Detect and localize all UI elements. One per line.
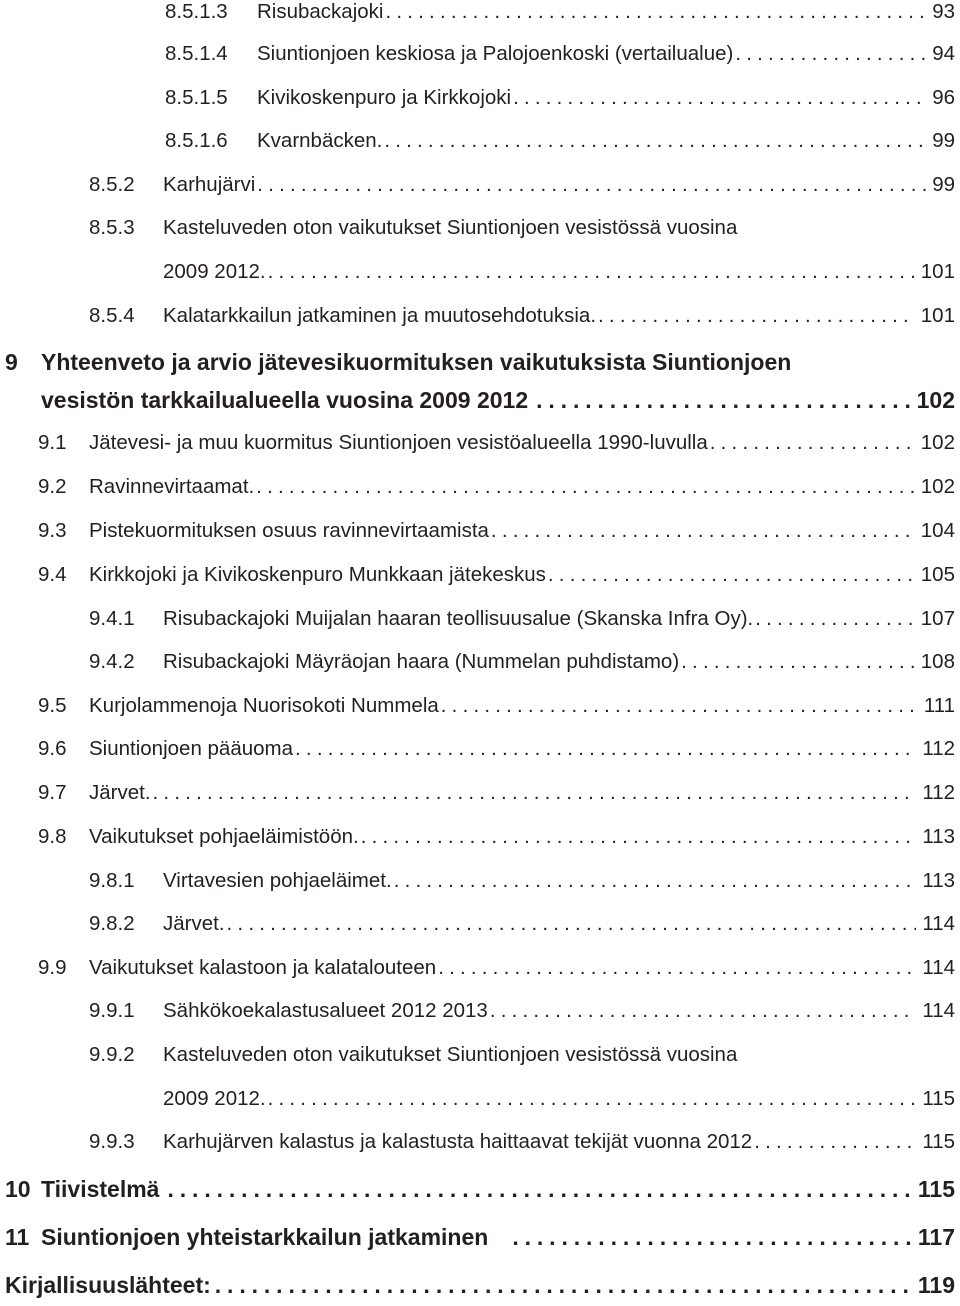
toc-entry-number: 8.5.1.5 [165, 86, 228, 109]
toc-entry-page: 102 [920, 431, 955, 454]
toc-entry-continuation[interactable] [41, 387, 955, 414]
toc-entry-number: 8.5.4 [89, 304, 135, 327]
toc-entry-number: 9.8 [38, 825, 67, 848]
toc-entry-number: 9.2 [38, 475, 67, 498]
toc-entry-title: Järvet. [89, 781, 151, 804]
dot-leader [441, 694, 918, 718]
toc-entry-title: Karhujärvi [163, 173, 256, 196]
dot-leader [735, 42, 926, 66]
toc-entry[interactable] [38, 563, 955, 587]
toc-entry-title: Kasteluveden oton vaikutukset Siuntionjoen vesistössä vuosina [163, 216, 738, 239]
toc-entry-number: 9.9.1 [89, 999, 135, 1022]
dot-leader [513, 86, 926, 110]
toc-entry-title: Kirjallisuuslähteet: [5, 1272, 211, 1298]
toc-entry-page: 119 [917, 1272, 955, 1298]
dot-leader [512, 1224, 916, 1251]
toc-entry-page: 96 [932, 86, 955, 109]
toc-entry-page: 104 [920, 519, 955, 542]
dot-leader [548, 563, 915, 587]
toc-entry-number: 9.8.1 [89, 869, 135, 892]
dot-leader [256, 475, 915, 499]
toc-entry[interactable] [89, 216, 955, 240]
toc-entry[interactable] [89, 1130, 955, 1154]
toc-entry-page: 115 [922, 1130, 955, 1153]
toc-entry-page: 112 [922, 781, 955, 804]
toc-entry-title: Vaikutukset kalastoon ja kalatalouteen [89, 956, 437, 979]
toc-entry-page: 108 [920, 650, 955, 673]
toc-entry-title: Kvarnbäcken. [257, 129, 383, 152]
toc-entry-number: 8.5.1.6 [165, 129, 228, 152]
toc-entry-title: Sähkökoekalastusalueet 2012 2013 [163, 999, 488, 1022]
toc-entry-number: 8.5.3 [89, 216, 135, 239]
toc-entry-page: 102 [916, 387, 955, 413]
dot-leader [755, 607, 915, 631]
toc-entry[interactable] [38, 519, 955, 543]
toc-entry-title: Tiivistelmä [41, 1176, 160, 1202]
toc-entry-title: Siuntionjoen yhteistarkkailun jatkaminen [41, 1224, 489, 1250]
toc-entry[interactable] [89, 1043, 955, 1067]
toc-entry-number: 9.3 [38, 519, 67, 542]
toc-entry-title: Kurjolammenoja Nuorisokoti Nummela [89, 694, 439, 717]
dot-leader [384, 129, 926, 153]
toc-entry-page: 113 [922, 825, 955, 848]
toc-entry[interactable] [89, 912, 955, 936]
toc-entry-page: 115 [917, 1176, 955, 1202]
dot-leader [167, 1176, 915, 1203]
toc-chapter-entry[interactable] [5, 1224, 955, 1251]
dot-leader [215, 1272, 916, 1299]
dot-leader [268, 1087, 917, 1111]
toc-entry[interactable] [89, 173, 955, 197]
toc-entry-title: Ravinnevirtaamat. [89, 475, 255, 498]
toc-entry-page: 99 [932, 129, 955, 152]
toc-entry-page: 107 [920, 607, 955, 630]
toc-entry-title: Jätevesi- ja muu kuormitus Siuntionjoen vesistöalueella 1990-luvulla [89, 431, 708, 454]
toc-entry[interactable] [38, 694, 955, 718]
toc-entry-title: Risubackajoki Muijalan haaran teollisuusalue (Skanska Infra Oy). [163, 607, 754, 630]
toc-entry-title: Järvet. [163, 912, 225, 935]
toc-entry-title: Pistekuormituksen osuus ravinnevirtaamista [89, 519, 489, 542]
toc-entry-title: Kirkkojoki ja Kivikoskenpuro Munkkaan jätekeskus [89, 563, 546, 586]
toc-entry[interactable] [38, 825, 955, 849]
toc-entry-number: 9.9 [38, 956, 67, 979]
toc-entry-number: 9.7 [38, 781, 67, 804]
toc-entry-title-continued: vesistön tarkkailualueella vuosina 2009 2012 [41, 387, 529, 413]
toc-entry-number: 9.4.1 [89, 607, 135, 630]
toc-entry-number: 8.5.1.3 [165, 0, 228, 23]
toc-entry-page: 99 [932, 173, 955, 196]
toc-entry-number: 9.8.2 [89, 912, 135, 935]
dot-leader [491, 519, 915, 543]
toc-entry-page: 111 [923, 694, 955, 717]
toc-chapter-entry[interactable] [5, 349, 955, 376]
toc-entry-title: Siuntionjoen keskiosa ja Palojoenkoski (vertailualue) [257, 42, 734, 65]
toc-entry-title: Kasteluveden oton vaikutukset Siuntionjoen vesistössä vuosina [163, 1043, 738, 1066]
toc-entry-number: 8.5.1.4 [165, 42, 228, 65]
dot-leader [268, 260, 915, 284]
dot-leader [754, 1130, 916, 1154]
toc-entry-continuation[interactable] [163, 1087, 955, 1111]
toc-entry-number: 9.4 [38, 563, 67, 586]
toc-entry-number: 8.5.2 [89, 173, 135, 196]
toc-entry-title: Karhujärven kalastus ja kalastusta haittaavat tekijät vuonna 2012 [163, 1130, 753, 1153]
toc-entry-number: 11 [5, 1224, 30, 1250]
toc-entry-title: Kalatarkkailun jatkaminen ja muutosehdotuksia. [163, 304, 597, 327]
toc-entry[interactable] [89, 304, 955, 328]
toc-entry-title: Vaikutukset pohjaeläimistöön. [89, 825, 359, 848]
toc-entry-title: Kivikoskenpuro ja Kirkkojoki [257, 86, 512, 109]
toc-entry-number: 9.9.3 [89, 1130, 135, 1153]
toc-entry-page: 105 [920, 563, 955, 586]
toc-entry-page: 115 [922, 1087, 955, 1110]
dot-leader [438, 956, 916, 980]
toc-entry-page: 101 [920, 260, 955, 283]
dot-leader [681, 650, 915, 674]
dot-leader [598, 304, 915, 328]
toc-entry-page: 114 [922, 912, 955, 935]
toc-entry-title: Risubackajoki Mäyräojan haara (Nummelan puhdistamo) [163, 650, 680, 673]
toc-entry[interactable] [89, 650, 955, 674]
toc-entry-page: 94 [932, 42, 955, 65]
toc-entry-number: 10 [5, 1176, 31, 1202]
dot-leader [490, 999, 916, 1023]
dot-leader [295, 737, 916, 761]
toc-entry-page: 102 [920, 475, 955, 498]
toc-entry-page: 113 [922, 869, 955, 892]
toc-entry[interactable] [165, 42, 955, 66]
toc-entry-title: Siuntionjoen pääuoma [89, 737, 294, 760]
dot-leader [394, 869, 917, 893]
toc-entry[interactable] [38, 781, 955, 805]
toc-chapter-entry[interactable] [5, 1176, 955, 1203]
toc-entry-title-continued: 2009 2012. [163, 1087, 266, 1110]
toc-entry[interactable] [89, 869, 955, 893]
toc-entry-page: 117 [917, 1224, 955, 1250]
toc-entry-number: 9.9.2 [89, 1043, 135, 1066]
toc-entry[interactable] [38, 737, 955, 761]
toc-entry-page: 114 [922, 956, 955, 979]
toc-entry-number: 9.5 [38, 694, 67, 717]
toc-entry-title: Yhteenveto ja arvio jätevesikuormituksen vaikutuksista Siuntionjoen [41, 349, 792, 375]
toc-entry-page: 93 [932, 0, 955, 23]
toc-entry[interactable] [165, 86, 955, 110]
toc-entry-title-continued: 2009 2012. [163, 260, 266, 283]
toc-entry[interactable] [165, 129, 955, 153]
toc-entry[interactable] [165, 0, 955, 28]
toc-entry-number: 9.6 [38, 737, 67, 760]
toc-entry-continuation[interactable] [163, 260, 955, 284]
toc-entry[interactable] [89, 607, 955, 631]
toc-chapter-entry[interactable] [5, 1272, 955, 1299]
dot-leader [227, 912, 917, 936]
dot-leader [536, 387, 915, 414]
toc-entry-page: 112 [922, 737, 955, 760]
toc-entry[interactable] [38, 956, 955, 980]
toc-entry[interactable] [38, 431, 955, 455]
toc-entry-title: Risubackajoki [257, 0, 384, 23]
toc-entry-page: 101 [920, 304, 955, 327]
toc-entry-number: 9.4.2 [89, 650, 135, 673]
dot-leader [710, 431, 915, 455]
dot-leader [361, 825, 917, 849]
toc-entry[interactable] [89, 999, 955, 1023]
toc-entry[interactable] [38, 475, 955, 499]
dot-leader [153, 781, 917, 805]
dot-leader [385, 0, 926, 24]
dot-leader [257, 173, 926, 197]
toc-entry-page: 114 [922, 999, 955, 1022]
toc-entry-number: 9.1 [38, 431, 67, 454]
toc-entry-number: 9 [5, 349, 18, 375]
toc-entry-title: Virtavesien pohjaeläimet. [163, 869, 392, 892]
